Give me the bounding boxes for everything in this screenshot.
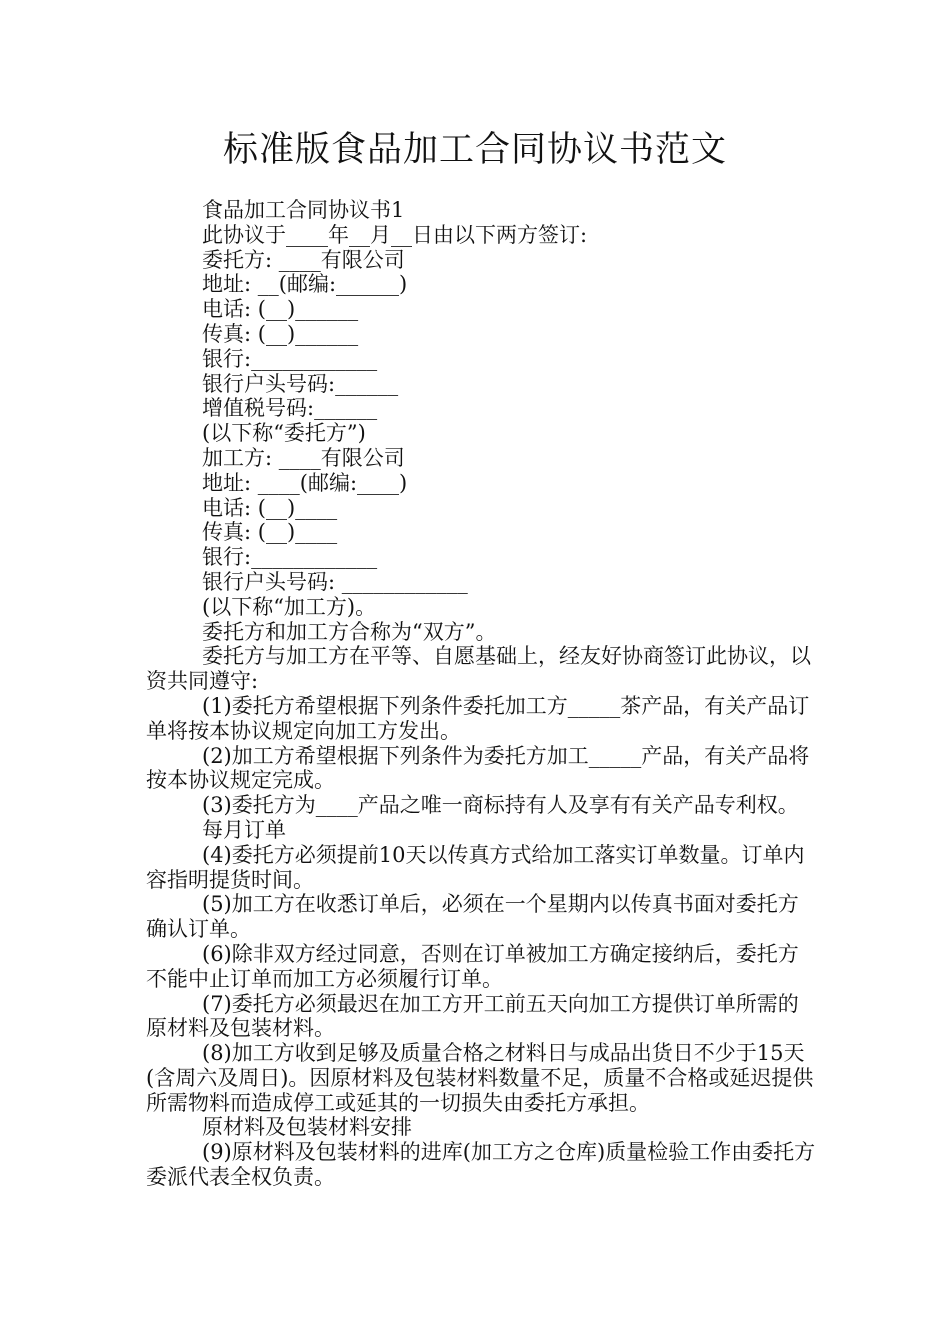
paragraph-processor-account: 银行户头号码: ____________	[202, 569, 468, 594]
paragraph-clause-9: (9)原材料及包装材料的进库(加工方之仓库)质量检验工作由委托方委派代表全权负责。	[146, 1140, 816, 1190]
paragraph-client-account: 银行户头号码:______	[202, 371, 399, 396]
paragraph-client-phone: 电话: (__)______	[202, 297, 359, 322]
paragraph-clause-8: (8)加工方收到足够及质量合格之材料日与成品出货日不少于15天(含周六及周日)。因原材料及包装材料数量不足，质量不合格或延迟提供所需物料而造成停工或延其的一切损失由委托方承担。	[146, 1041, 814, 1115]
section-heading-materials: 原材料及包装材料安排	[202, 1115, 412, 1140]
document-title: 标准版食品加工合同协议书范文	[222, 130, 727, 170]
paragraph-clause-6: (6)除非双方经过同意，否则在订单被加工方确定接纳后，委托方不能中止订单而加工方必须履行订单。	[146, 941, 799, 991]
paragraph-client-fax: 传真: (__)______	[202, 321, 359, 346]
paragraph-processor-address: 地址: ____(邮编:____)	[202, 470, 408, 495]
paragraph-client-name: 委托方: ____有限公司	[202, 247, 405, 272]
paragraph-processor-bank: 银行:____________	[202, 545, 378, 570]
paragraph-heading: 食品加工合同协议书1	[202, 198, 405, 222]
section-heading-monthly-orders: 每月订单	[202, 817, 286, 842]
paragraph-client-vat: 增值税号码:______	[202, 396, 378, 421]
document-body	[146, 198, 818, 1190]
paragraph-processor-fax: 传真: (__)____	[202, 520, 338, 545]
paragraph-processor-name: 加工方: ____有限公司	[202, 445, 405, 470]
paragraph-clause-4: (4)委托方必须提前10天以传真方式给加工落实订单数量。订单内容指明提货时间。	[146, 842, 805, 892]
paragraph-client-address: 地址: __(邮编:______)	[202, 272, 408, 297]
paragraph-preamble: 委托方与加工方在平等、自愿基础上，经友好协商签订此协议，以资共同遵守:	[146, 644, 811, 694]
paragraph-client-bank: 银行:____________	[202, 346, 378, 371]
paragraph-clause-5: (5)加工方在收悉订单后，必须在一个星期内以传真书面对委托方确认订单。	[146, 892, 799, 942]
paragraph-processor-phone: 电话: (__)____	[202, 495, 338, 520]
paragraph-processor-alias: (以下称“加工方)。	[202, 594, 377, 619]
paragraph-client-alias: (以下称“委托方”)	[202, 421, 366, 446]
paragraph-clause-2: (2)加工方希望根据下列条件为委托方加工_____产品，有关产品将按本协议规定完成。	[146, 743, 810, 793]
paragraph-parties: 委托方和加工方合称为“双方”。	[202, 619, 497, 644]
paragraph-signing-date: 此协议于____年__月__日由以下两方签订:	[202, 222, 588, 247]
paragraph-clause-7: (7)委托方必须最迟在加工方开工前五天向加工方提供订单所需的原材料及包装材料。	[146, 991, 799, 1041]
paragraph-clause-1: (1)委托方希望根据下列条件委托加工方_____茶产品，有关产品订单将按本协议规定向加工方发出。	[146, 693, 810, 743]
paragraph-clause-3: (3)委托方为____产品之唯一商标持有人及享有有关产品专利权。	[202, 793, 799, 818]
